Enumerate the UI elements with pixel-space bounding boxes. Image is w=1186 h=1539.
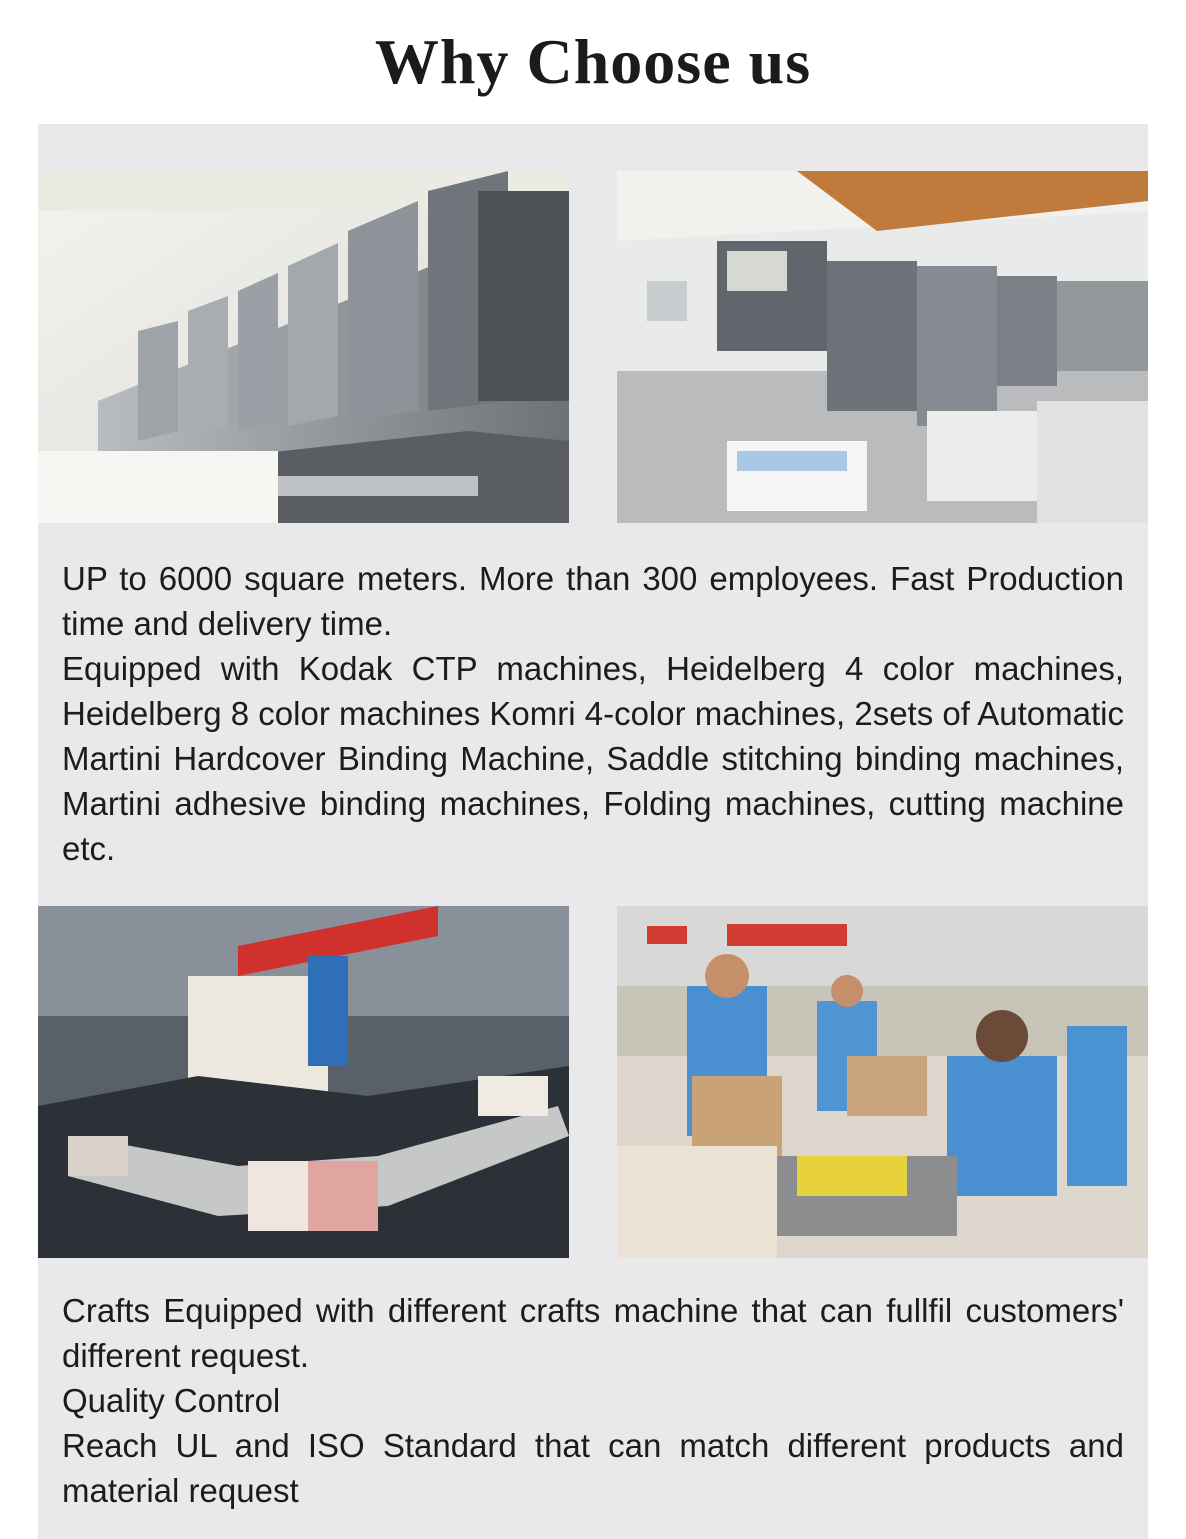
capability-line-3: Reach UL and ISO Standard that can match different products and material request <box>62 1427 1124 1509</box>
page-title: Why Choose us <box>374 26 812 97</box>
packing-workers-photo <box>617 906 1148 1258</box>
capability-description <box>62 1288 1124 1513</box>
facility-line-1: UP to 6000 square meters. More than 300 employees. Fast Production time and delivery time. <box>62 560 1124 642</box>
capability-line-2: Quality Control <box>62 1382 281 1419</box>
binding-conveyor-photo <box>38 906 569 1258</box>
printing-press-photo <box>38 171 569 523</box>
facility-description <box>62 556 1124 871</box>
facility-line-2: Equipped with Kodak CTP machines, Heidelberg 4 color machines, Heidelberg 8 color machines Komri 4-color machines, 2sets of Automatic Martini Hardcover Binding Machine, Saddle stitching binding machines, Martini adhesive binding machines, Folding machines, cutting machine etc. <box>62 650 1124 867</box>
press-room-photo <box>617 171 1148 523</box>
capability-line-1: Crafts Equipped with different crafts machine that can fullfil customers' different request. <box>62 1292 1124 1374</box>
